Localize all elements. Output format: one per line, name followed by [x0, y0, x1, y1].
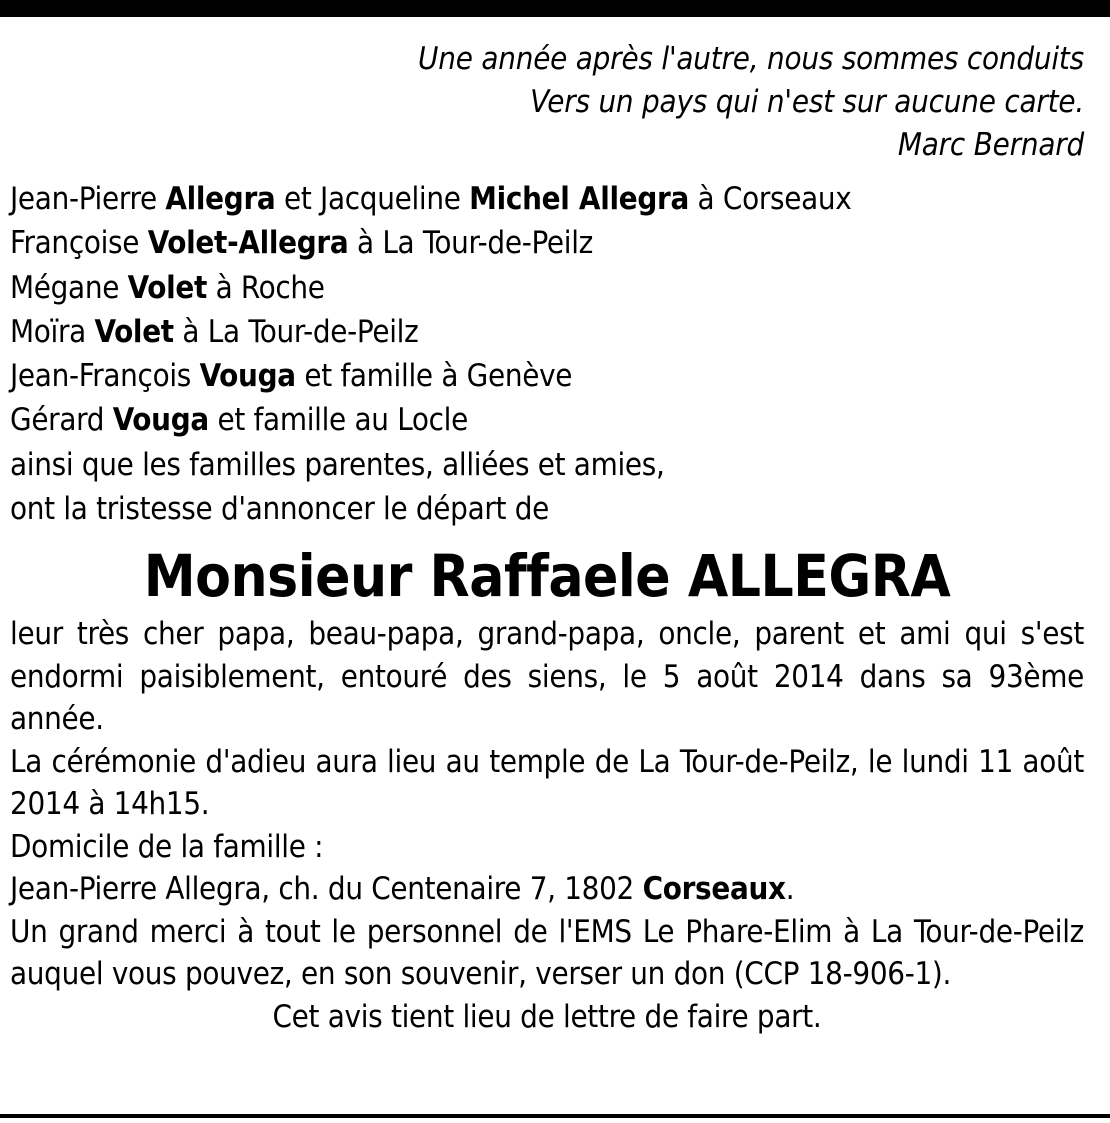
family-line: Françoise Volet-Allegra à La Tour-de-Peilz: [10, 225, 593, 262]
bottom-rule: [0, 1114, 1110, 1118]
family-line: Moïra Volet à La Tour-de-Peilz: [10, 313, 419, 350]
top-rule: [0, 0, 1110, 17]
announce-line: ont la tristesse d'annoncer le départ de: [10, 491, 549, 528]
description: leur très cher papa, beau-papa, grand-papa, oncle, parent et ami qui s'est endormi paisiblement, entouré des siens, le 5 août 2014 dans sa 93ème année.: [10, 616, 1084, 738]
relatives-line: ainsi que les familles parentes, alliées et amies,: [10, 446, 665, 483]
family-line: Gérard Vouga et famille au Locle: [10, 402, 468, 439]
epigraph-line-1: Une année après l'autre, nous sommes conduits: [418, 41, 1084, 77]
family-list: [10, 177, 1084, 531]
obituary-notice: [10, 38, 1084, 1038]
family-line: Jean-François Vouga et famille à Genève: [10, 358, 573, 395]
thanks-paragraph: Un grand merci à tout le personnel de l'EMS Le Phare-Elim à La Tour-de-Peilz auquel vous pouvez, en son souvenir, verser un don (CCP 18-906-1).: [10, 913, 1084, 993]
family-line: Mégane Volet à Roche: [10, 269, 325, 306]
family-line: Jean-Pierre Allegra et Jacqueline Michel Allegra à Corseaux: [10, 181, 852, 217]
epigraph-author: Marc Bernard: [897, 127, 1084, 163]
epigraph-line-2: Vers un pays qui n'est sur aucune carte.: [530, 84, 1084, 120]
deceased-name: Monsieur Raffaele ALLEGRA: [143, 542, 951, 611]
ceremony-info: La cérémonie d'adieu aura lieu au temple de La Tour-de-Peilz, le lundi 11 août 2014 à 14h15.: [10, 743, 1084, 823]
epigraph: [10, 38, 1084, 167]
domicile-address: Jean-Pierre Allegra, ch. du Centenaire 7, 1802 Corseaux.: [10, 871, 795, 908]
closing-line: Cet avis tient lieu de lettre de faire part.: [272, 998, 822, 1035]
notice-body: [10, 613, 1084, 1038]
domicile-label: Domicile de la famille :: [10, 828, 324, 865]
